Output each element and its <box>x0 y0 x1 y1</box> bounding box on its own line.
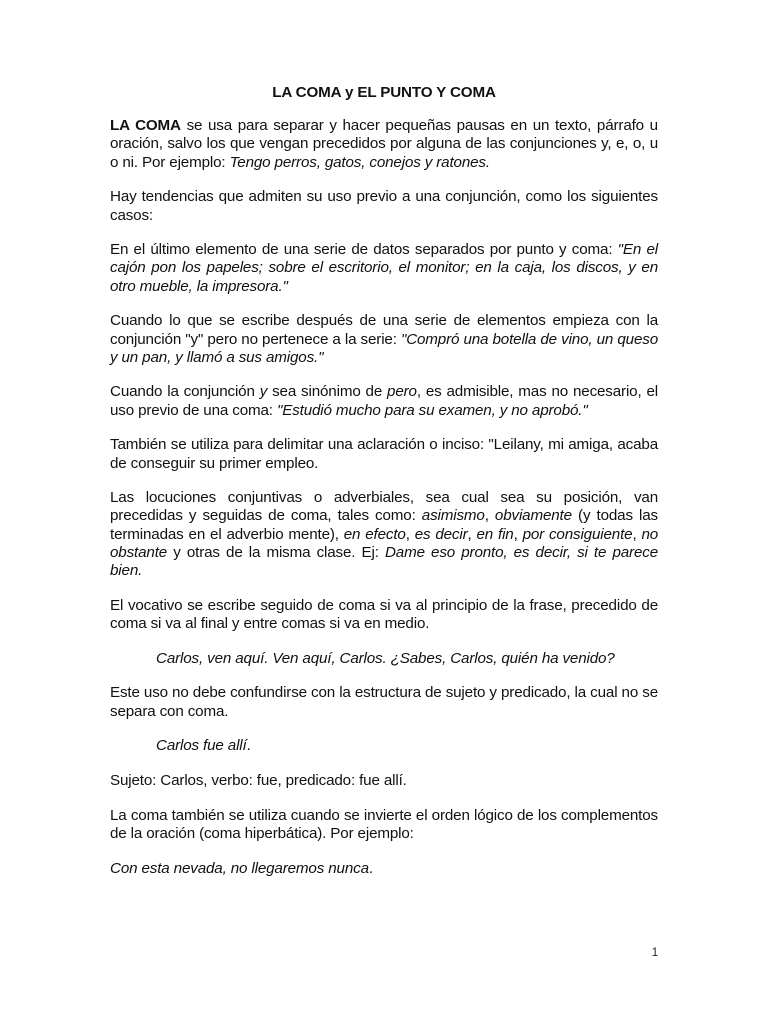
paragraph-ultimo-elemento <box>110 241 658 296</box>
document-body <box>110 84 658 894</box>
term-la-coma: LA COMA <box>110 117 181 135</box>
paragraph-text: y otras de la misma clase. Ej: <box>167 543 385 561</box>
paragraph-text: . <box>246 737 251 755</box>
paragraph-text: En el último elemento de una serie de datos separados por punto y coma: <box>110 241 618 259</box>
example-text: Tengo perros, gatos, conejos y ratones. <box>229 153 490 171</box>
paragraph-la-coma-definition <box>110 117 658 172</box>
paragraph-sujeto-verbo <box>110 772 658 790</box>
page-number: 1 <box>651 947 659 959</box>
paragraph-text: Sujeto: Carlos, verbo: fue, predicado: fue allí. <box>110 771 407 789</box>
example-vocativo <box>110 650 658 668</box>
example-nevada <box>110 860 658 878</box>
example-carlos-fue-alli <box>110 737 658 755</box>
example-text: Carlos fue allí <box>156 737 247 755</box>
example-text: "En el cajón pon los papeles; sobre el escritorio, el monitor; en la caja, los discos, y en otro mueble, la impresora." <box>110 241 658 295</box>
example-text: "Estudió mucho para su examen, y no aprobó." <box>276 401 588 419</box>
paragraph-vocativo <box>110 597 658 633</box>
example-text: Carlos, ven aquí. Ven aquí, Carlos. ¿Sabes, Carlos, quién ha venido? <box>156 649 615 667</box>
paragraph-aclaracion-inciso <box>110 436 658 472</box>
emphasis-text: no obstante <box>110 525 659 561</box>
paragraph-text: , <box>513 525 523 543</box>
emphasis-text: pero <box>387 383 417 401</box>
emphasis-text: obviamente <box>494 507 572 525</box>
example-text: Con esta nevada, no llegaremos nunca <box>110 859 369 877</box>
emphasis-text: es decir <box>414 525 468 543</box>
paragraph-text: Las locuciones conjuntivas o adverbiales, sea cual sea su posición, van precedidas y seguidas de coma, tales como: <box>110 489 658 525</box>
paragraph-text: se usa para separar y hacer pequeñas pausas en un texto, párrafo u oración, salvo los que vengan precedidos por alguna de las conjunciones y, e, o, u o ni. Por ejemplo: <box>110 117 658 171</box>
paragraph-tendencias <box>110 188 658 224</box>
paragraph-conjuncion-y <box>110 312 658 367</box>
paragraph-text: Hay tendencias que admiten su uso previo a una conjunción, como los siguientes casos: <box>110 188 658 224</box>
paragraph-text: , es admisible, mas no necesario, el uso previo de una coma: <box>110 383 658 419</box>
paragraph-text: La coma también se utiliza cuando se invierte el orden lógico de los complementos de la oración (coma hiperbática). Por ejemplo: <box>110 806 658 842</box>
paragraph-locuciones <box>110 489 658 580</box>
paragraph-text: , <box>484 507 495 525</box>
paragraph-y-sinonimo-pero <box>110 383 658 419</box>
paragraph-text: El vocativo se escribe seguido de coma si va al principio de la frase, precedido de coma si va al final y entre comas si va en medio. <box>110 596 658 632</box>
paragraph-text: Cuando lo que se escribe después de una serie de elementos empieza con la conjunción "y" pero no pertenece a la serie: <box>110 312 658 348</box>
paragraph-text: , <box>467 525 477 543</box>
emphasis-text: por consiguiente <box>522 525 633 543</box>
paragraph-coma-hiperbatica <box>110 807 658 843</box>
emphasis-text: en fin <box>476 525 514 543</box>
example-text: "Compró una botella de vino, un queso y un pan, y llamó a sus amigos." <box>110 330 658 366</box>
emphasis-text: en efecto <box>343 525 406 543</box>
example-text: Dame eso pronto, es decir, si te parece bien. <box>110 543 658 580</box>
document-title: LA COMA y EL PUNTO Y COMA <box>272 84 496 101</box>
emphasis-text: y <box>259 383 268 401</box>
paragraph-text: Cuando la conjunción <box>110 383 260 401</box>
paragraph-text: . <box>368 859 373 877</box>
paragraph-text: , <box>632 525 642 543</box>
paragraph-text: , <box>405 525 415 543</box>
paragraph-text: Este uso no debe confundirse con la estructura de sujeto y predicado, la cual no se separa con coma. <box>110 684 658 720</box>
paragraph-text: (y todas las terminadas en el adverbio mente), <box>110 507 658 543</box>
paragraph-text: También se utiliza para delimitar una aclaración o inciso: "Leilany, mi amiga, acaba de conseguir su primer empleo. <box>110 436 658 472</box>
paragraph-text: sea sinónimo de <box>267 383 388 401</box>
emphasis-text: asimismo <box>421 507 485 525</box>
paragraph-sujeto-predicado <box>110 684 658 720</box>
